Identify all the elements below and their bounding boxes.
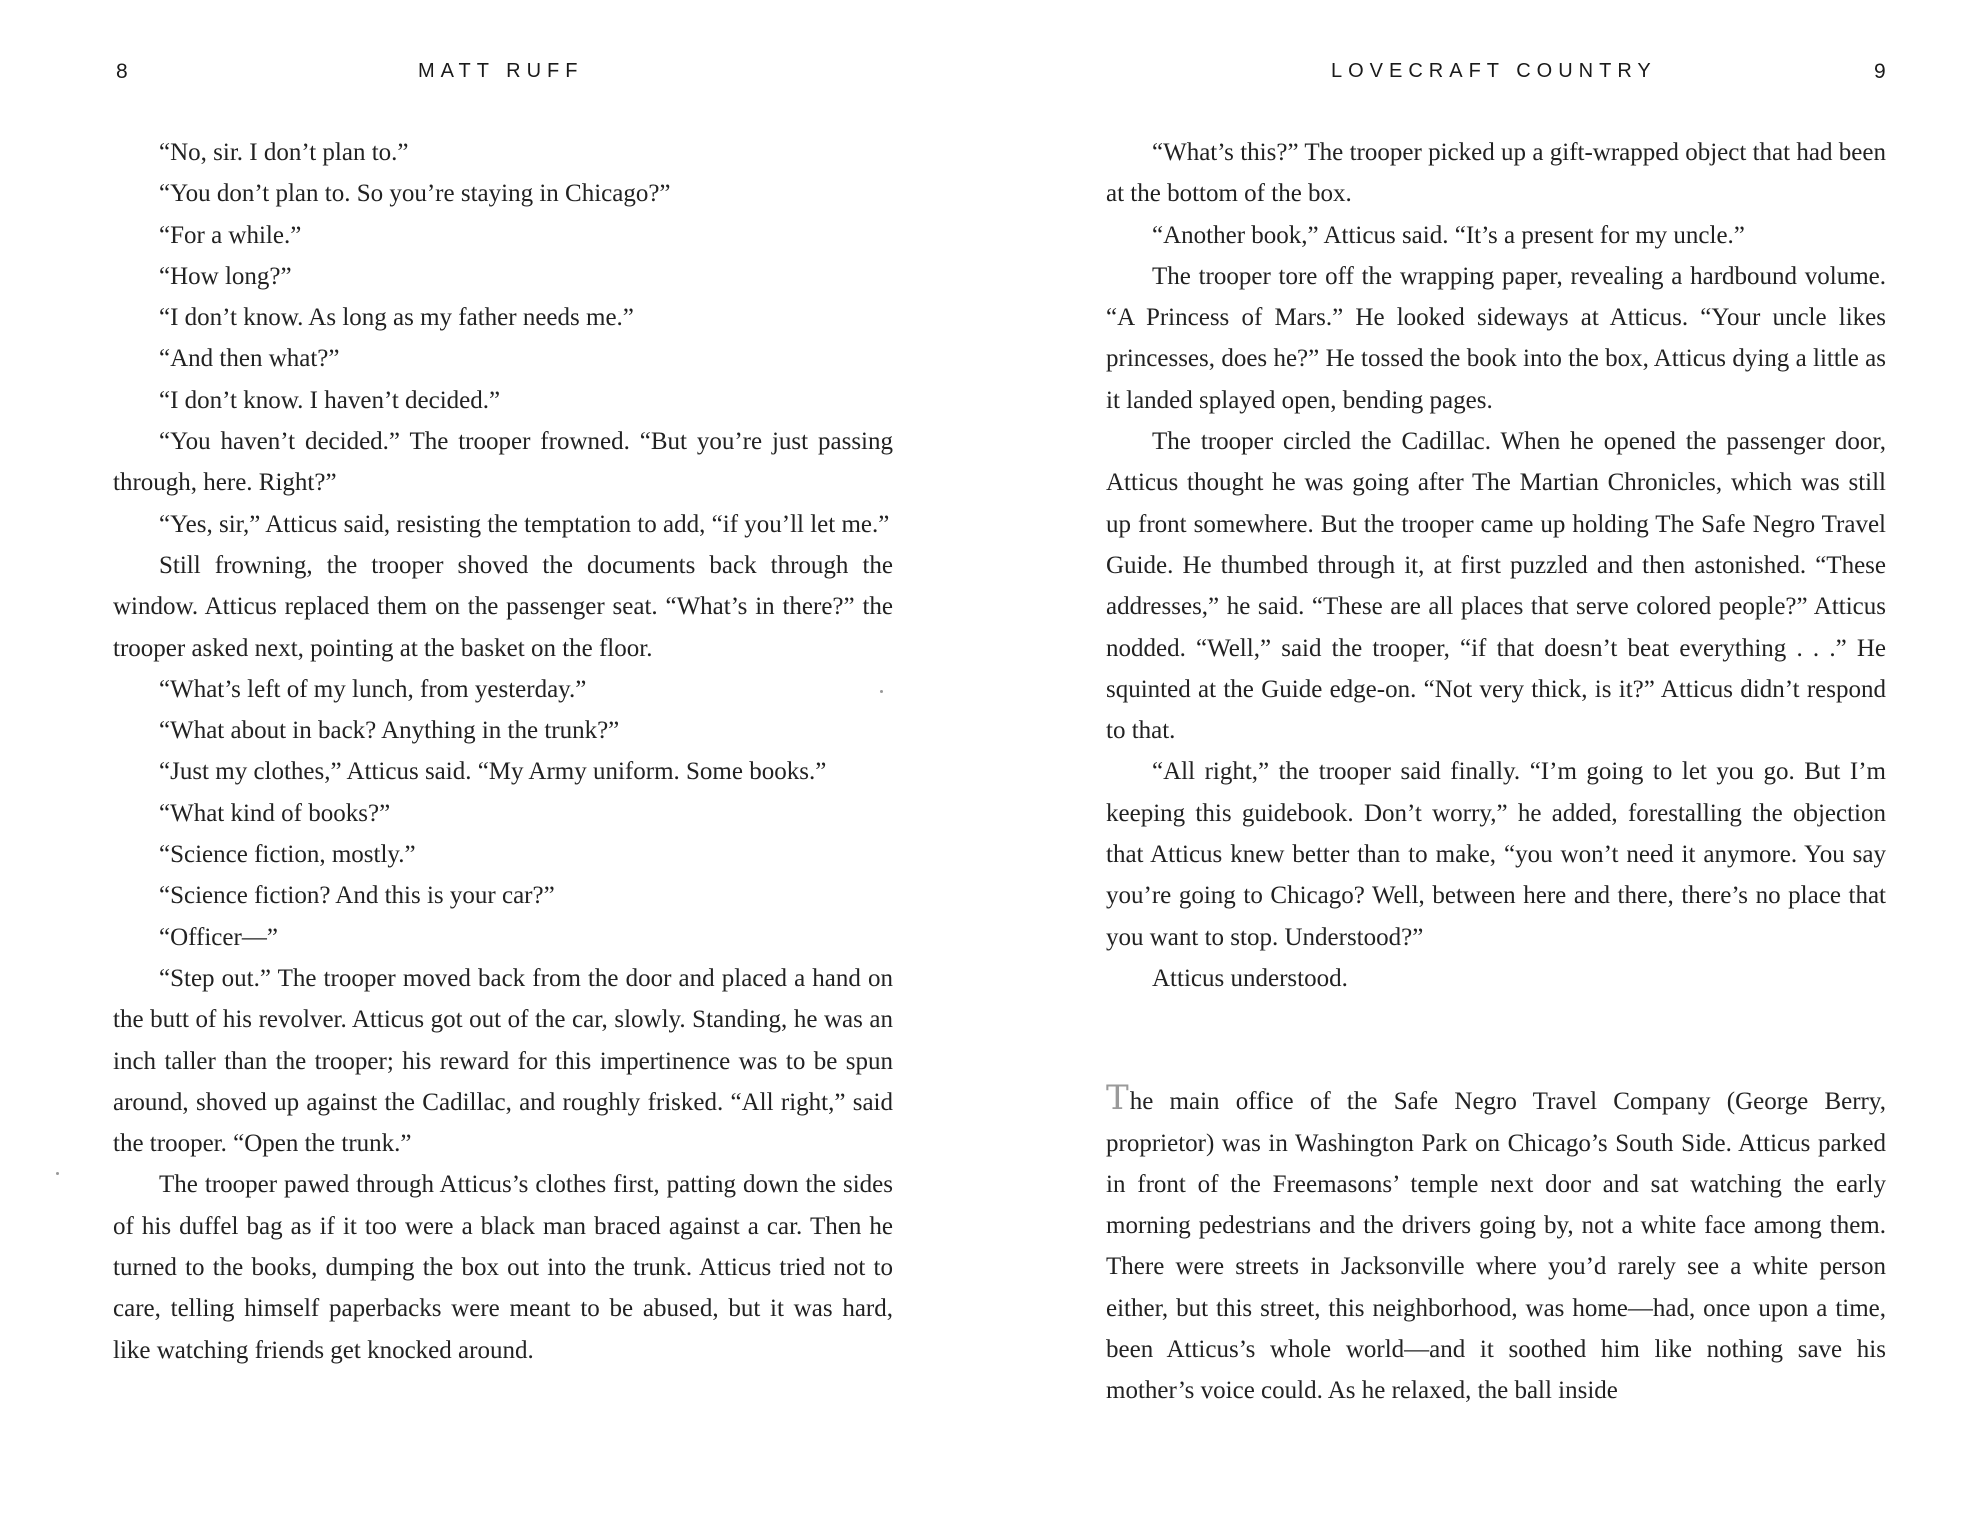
- paragraph: “What’s this?” The trooper picked up a gift-wrapped object that had been at the bottom of the box.: [1106, 139, 1886, 208]
- paragraph: “Science fiction? And this is your car?”: [159, 882, 555, 910]
- paragraph: “No, sir. I don’t plan to.”: [159, 139, 409, 166]
- page-number-left: 8: [116, 60, 129, 83]
- paragraph: “Another book,” Atticus said. “It’s a present for my uncle.”: [1152, 221, 1745, 249]
- scan-speck: [56, 1172, 59, 1175]
- paragraph: “And then what?”: [159, 345, 340, 373]
- paragraph: “I don’t know. I haven’t decided.”: [159, 386, 501, 414]
- drop-cap: T: [1106, 1078, 1129, 1119]
- paragraph: “You don’t plan to. So you’re staying in Chicago?”: [159, 180, 671, 208]
- paragraph: “Just my clothes,” Atticus said. “My Army uniform. Some books.”: [159, 758, 827, 786]
- section-opening-text: he main office of the Safe Negro Travel Company (George Berry, proprietor) was in Washington Park on Chicago’s South Side. Atticus parked in front of the Freemasons’ temple next door and sat watching the early morning pedestrians and the drivers going by, not a white face among them. There were streets in Jacksonville where you’d rarely see a white person either, but this street, this neighborhood, was home—had, once upon a time, been Atticus’s whole world—and it soothed him like nothing save his mother’s voice could. As he relaxed, the ball inside: [1106, 1088, 1886, 1405]
- paragraph: “You haven’t decided.” The trooper frowned. “But you’re just passing through, here. Right?”: [113, 428, 893, 497]
- paragraph: The trooper pawed through Atticus’s clothes first, patting down the sides of his duffel bag as if it too were a black man braced against a car. Then he turned to the books, dumping the box out into the trunk. Atticus tried not to care, telling himself paperbacks were meant to be abused, but it was hard, like watching friends get knocked around.: [113, 1171, 893, 1364]
- scan-speck: [880, 690, 883, 693]
- paragraph: “What about in back? Anything in the trunk?”: [159, 717, 620, 745]
- paragraph: Atticus understood.: [1152, 964, 1348, 992]
- paragraph: The trooper circled the Cadillac. When he opened the passenger door, Atticus thought he was going after The Martian Chronicles, which was still up front somewhere. But the trooper came up holding The Safe Negro Travel Guide. He thumbed through it, at first puzzled and then astonished. “These addresses,” he said. “These are all places that serve colored people?” Atticus nodded. “Well,” said the trooper, “if that doesn’t beat everything . . .” He squinted at the Guide edge-on. “Not very thick, is it?” Atticus didn’t respond to that.: [1106, 428, 1886, 745]
- right-text-block: [1106, 132, 1886, 1412]
- section-break: [1106, 999, 1886, 1081]
- paragraph: “I don’t know. As long as my father needs me.”: [159, 304, 634, 332]
- paragraph: The trooper tore off the wrapping paper, revealing a hardbound volume. “A Princess of Mars.” He looked sideways at Atticus. “Your uncle likes princesses, does he?” He tossed the book into the box, Atticus dying a little as it landed splayed open, bending pages.: [1106, 262, 1886, 414]
- paragraph: “For a while.”: [159, 221, 302, 249]
- running-head-title: LOVECRAFT COUNTRY: [1331, 60, 1657, 82]
- paragraph: “All right,” the trooper said finally. “I’m going to let you go. But I’m keeping this guidebook. Don’t worry,” he added, forestalling the objection that Atticus knew better than to make, “you won’t need it anymore. You say you’re going to Chicago? Well, between here and there, there’s no place that you want to stop. Understood?”: [1106, 758, 1886, 951]
- paragraph: “Yes, sir,” Atticus said, resisting the temptation to add, “if you’ll let me.”: [159, 510, 890, 538]
- right-page: [994, 0, 1988, 1534]
- paragraph: “What kind of books?”: [159, 799, 391, 827]
- section-opening-paragraph: [1106, 1078, 1886, 1411]
- running-head-author: MATT RUFF: [418, 60, 584, 82]
- left-text-block: [113, 132, 893, 1371]
- paragraph: “Step out.” The trooper moved back from the door and placed a hand on the butt of his revolver. Atticus got out of the car, slowly. Standing, he was an inch taller than the trooper; his reward for this impertinence was to be spun around, shoved up against the Cadillac, and roughly frisked. “All right,” said the trooper. “Open the trunk.”: [113, 964, 893, 1158]
- paragraph: “Science fiction, mostly.”: [159, 841, 416, 869]
- paragraph: Still frowning, the trooper shoved the documents back through the window. Atticus replaced them on the passenger seat. “What’s in there?” the trooper asked next, pointing at the basket on the floor.: [113, 551, 893, 662]
- paragraph: “What’s left of my lunch, from yesterday.”: [159, 675, 587, 703]
- paragraph: “Officer—”: [159, 923, 278, 951]
- page-number-right: 9: [1874, 60, 1887, 83]
- paragraph: “How long?”: [159, 262, 292, 290]
